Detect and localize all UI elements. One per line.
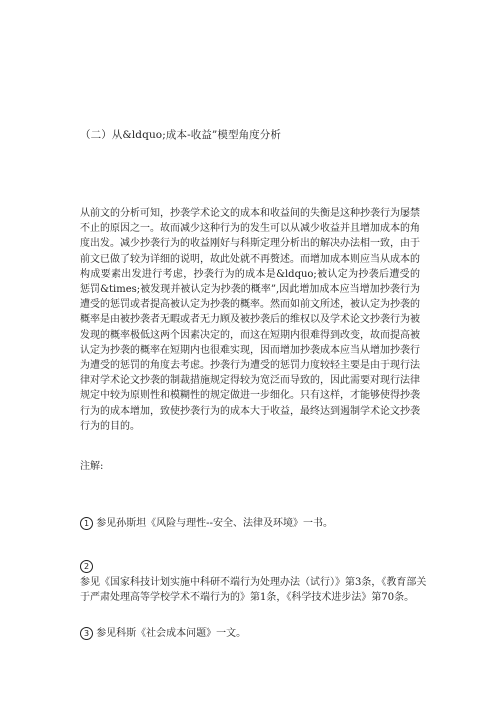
- footnote-1-text: 参见孙斯坦《风险与理性--安全、法律及环境》一书。: [96, 518, 333, 529]
- section-heading: （二）从&ldquo;成本-收益”模型角度分析: [80, 129, 281, 141]
- footnote-3-text: 参见科斯《社会成本问题》一文。: [96, 628, 247, 639]
- footnote-2-marker: 2: [80, 560, 93, 573]
- footnote-2: [80, 559, 430, 606]
- footnote-1-marker: 1: [80, 517, 93, 530]
- footnote-3-marker: 3: [80, 627, 93, 640]
- footnote-2-text: 参见《国家科技计划实施中科研不端行为处理办法（试行）》第3条，《教育部关于严肃处理高等学校学术不端行为的》第1条，《科学技术进步法》第70条。: [80, 576, 427, 603]
- footnote-1: [80, 516, 430, 532]
- notes-label: 注解:: [80, 461, 104, 472]
- body-paragraph: 从前文的分析可知，抄袭学术论文的成本和收益间的失衡是这种抄袭行为屡禁不止的原因之一。故而减少这种行为的发生可以从减少收益并且增加成本的角度出发。减少抄袭行为的收益刚好与科斯定理分析出的解决办法相一致，由于前文已做了较为详细的说明，故此处就不再赘述。而增加成本则应当从成本的构成要素出发进行考虑，抄袭行为的成本是&ldquo;被认定为抄袭后遭受的惩罚&times;被发现并被认定为抄袭的概率”,因此增加成本应当增加抄袭行为遭受的惩罚或者提高被认定为抄袭的概率。然而如前文所述，被认定为抄袭的概率是由被抄袭者无暇或者无力顾及被抄袭后的维权以及学术论文抄袭行为被发现的概率极低这两个因素决定的，而这在短期内很难得到改变，故而提高被认定为抄袭的概率在短期内也很难实现，因而增加抄袭成本应当从增加抄袭行为遭受的惩罚的角度去考虑。抄袭行为遭受的惩罚力度较轻主要是由于现行法律对学术论文抄袭的制裁措施规定得较为宽泛而导致的，因此需要对现行法律规定中较为原则性和模糊性的规定做进一步细化。只有这样，才能够使得抄袭行为的成本增加，致使抄袭行为的成本大于收益，最终达到遏制学术论文抄袭行为的目的。: [80, 208, 420, 432]
- footnote-3: [80, 626, 430, 642]
